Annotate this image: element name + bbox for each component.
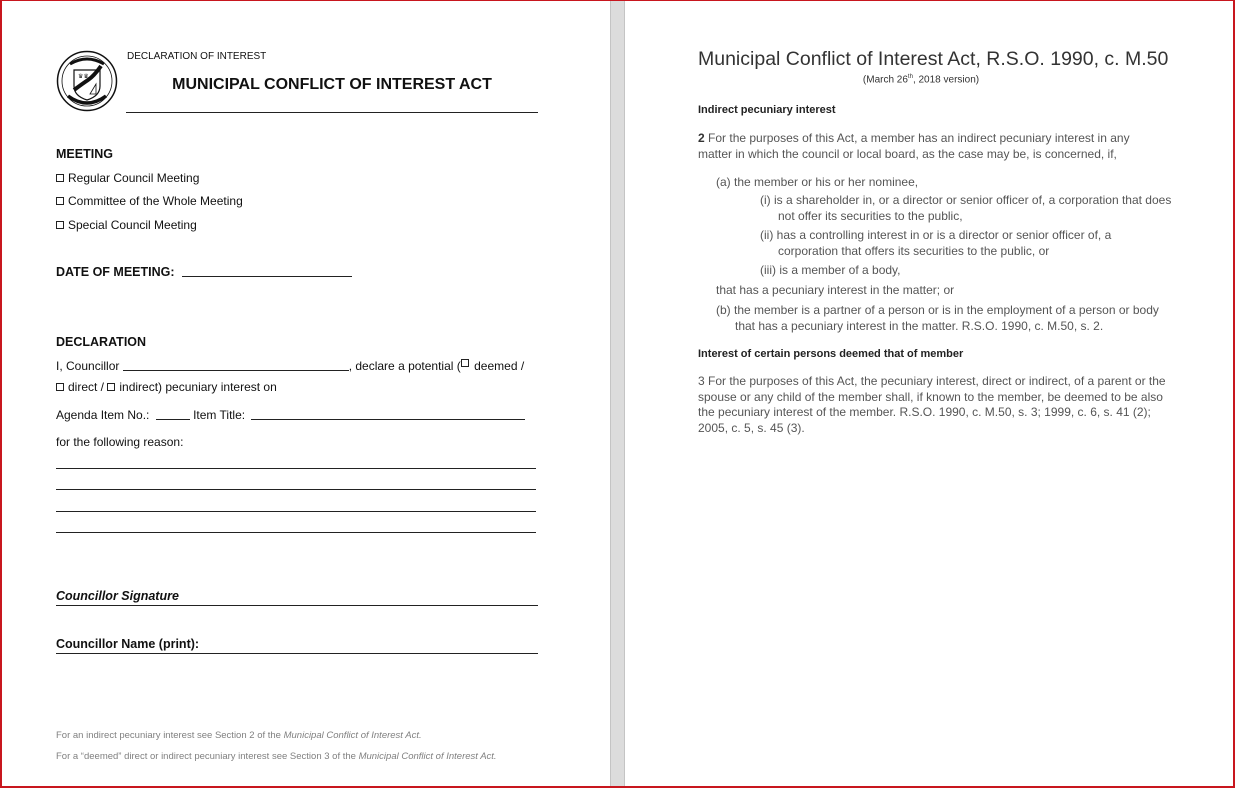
subclause-iii: (iii) is a member of a body,: [760, 263, 901, 277]
name-print-label: Councillor Name (print):: [56, 637, 200, 651]
reason-line-1[interactable]: [56, 468, 536, 469]
agenda-item-field[interactable]: [156, 409, 190, 420]
name-print-line[interactable]: [56, 653, 538, 654]
meeting-option-label: Special Council Meeting: [68, 218, 197, 232]
declare-text: , declare a potential (: [348, 359, 461, 373]
subclause-ii: (ii) has a controlling interest in or is a director or senior officer of, a corporation that offers its securities to the public, or: [760, 228, 1112, 258]
section-number: 2: [698, 131, 705, 145]
clause-b: (b) the member is a partner of a person or is in the employment of a person or body that has a pecuniary interest in the matter. R.S.O. 1990, c. M.50, s. 2.: [716, 303, 1159, 333]
date-of-meeting-row: [56, 265, 352, 279]
meeting-option-label: Regular Council Meeting: [68, 171, 200, 185]
document-type-label: DECLARATION OF INTEREST: [127, 51, 267, 62]
item-title-field[interactable]: [251, 409, 525, 420]
township-crest-icon: [56, 50, 118, 112]
deemed-checkbox[interactable]: [461, 359, 469, 367]
reason-line-2[interactable]: [56, 489, 536, 490]
date-of-meeting-label: DATE OF MEETING:: [56, 265, 175, 279]
version-year: , 2018 version): [912, 74, 980, 86]
section-2-heading: Indirect pecuniary interest: [698, 104, 836, 116]
reason-line-4[interactable]: [56, 532, 536, 533]
reason-line-3[interactable]: [56, 511, 536, 512]
direct-checkbox[interactable]: [56, 383, 64, 391]
date-of-meeting-field[interactable]: [182, 266, 352, 277]
signature-line[interactable]: [56, 605, 538, 606]
declaration-line-2: [56, 380, 277, 394]
act-name: Municipal Conflict of Interest Act: [283, 730, 419, 741]
clause-a: (a) the member or his or her nominee,: [716, 175, 919, 189]
version-ordinal: th: [907, 74, 913, 80]
clause-tail: that has a pecuniary interest in the matter; or: [716, 283, 955, 297]
act-name: Municipal Conflict of Interest Act: [358, 751, 494, 762]
signature-label: Councillor Signature: [56, 589, 179, 603]
meeting-option-label: Committee of the Whole Meeting: [68, 194, 243, 208]
agenda-item-label: Agenda Item No.:: [56, 408, 150, 422]
special-council-checkbox[interactable]: [56, 221, 64, 229]
regular-council-checkbox[interactable]: [56, 174, 64, 182]
act-title: Municipal Conflict of Interest Act, R.S.O. 1990, c. M.50: [698, 48, 1169, 70]
form-title: MUNICIPAL CONFLICT OF INTEREST ACT: [172, 76, 492, 93]
indirect-checkbox[interactable]: [107, 383, 115, 391]
footnote-end: .: [493, 751, 497, 762]
meeting-option-regular[interactable]: [56, 171, 199, 185]
meeting-option-special[interactable]: [56, 218, 197, 232]
committee-whole-checkbox[interactable]: [56, 197, 64, 205]
councillor-name-field[interactable]: [123, 360, 349, 371]
footnote-text: For an indirect pecuniary interest see Section 2 of the: [56, 730, 284, 741]
subclause-i: (i) is a shareholder in, or a director or senior officer of, a corporation that does not offer its securities to the public,: [760, 193, 1172, 223]
meeting-heading: MEETING: [56, 147, 113, 161]
section-3-heading: Interest of certain persons deemed that of member: [698, 348, 964, 360]
meeting-option-committee[interactable]: [56, 194, 243, 208]
indirect-label: indirect) pecuniary interest on: [119, 380, 277, 394]
declaration-heading: DECLARATION: [56, 335, 147, 349]
svg-text:♛♛: ♛♛: [78, 74, 89, 80]
section-2-intro: [698, 131, 1158, 162]
section-3-text: 3 For the purposes of this Act, the pecuniary interest, direct or indirect, of a parent or the spouse or any child of the member shall, if known to the member, be deemed to be also the pecuniary interest of the member. R.S.O. 1990, c. M.50, s. 3; 1999, c. 6, s. 41 (2); 2005, c. 5, s. 45 (3).: [698, 374, 1166, 435]
councillor-prefix: I, Councillor: [56, 359, 120, 373]
form-page: [0, 0, 610, 788]
title-divider: [126, 112, 538, 113]
act-version: [698, 74, 1144, 85]
declaration-line-1: [56, 359, 524, 373]
footnote-section-2: [56, 730, 422, 741]
footnote-end: .: [418, 730, 422, 741]
reason-label: for the following reason:: [56, 435, 184, 449]
item-title-label: Item Title:: [193, 408, 246, 422]
section-intro-text: For the purposes of this Act, a member has an indirect pecuniary interest in any matter in which the council or local board, as the case may be, is concerned, if,: [698, 131, 1130, 161]
version-date: (March 26: [862, 74, 908, 86]
deemed-label: deemed /: [474, 359, 525, 373]
footnote-text: For a “deemed” direct or indirect pecuniary interest see Section 3 of the: [56, 751, 359, 762]
page-gutter: [610, 0, 625, 788]
direct-label: direct /: [68, 380, 105, 394]
agenda-item-row: [56, 408, 525, 422]
footnote-section-3: [56, 751, 497, 762]
